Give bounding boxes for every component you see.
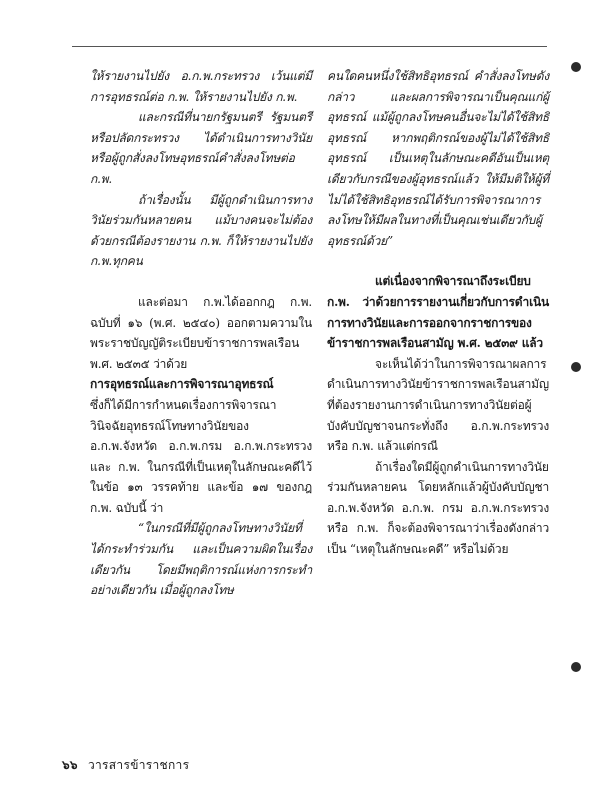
paragraph-gap (327, 251, 549, 271)
paragraph: ถ้าเรื่องนั้น มีผู้ถูกดำเนินการทางวินัยร่วมกันหลายคน แม้บางคนจะไม่ต้องด้วยกรณีต้องรายงาน ก.พ. ก็ให้รายงานไปยัง ก.พ.ทุกคน (90, 192, 312, 269)
paragraph-gap (90, 272, 312, 292)
binder-hole-mark (571, 362, 581, 372)
binder-hole-mark (571, 662, 581, 672)
paragraph: การอุทธรณ์และการพิจารณาอุทธรณ์ (90, 377, 274, 392)
page-footer (62, 756, 189, 775)
paragraph: จะเห็นได้ว่าในการพิจารณาผลการดำเนินการทางวินัยข้าราชการพลเรือนสามัญที่ต้องรายงานการดำเนินการทางวินัยต่อผู้บังคับบัญชาจนกระทั่งถึง อ.ก.พ.กระทรวงหรือ ก.พ. แล้วแต่กรณี (327, 356, 549, 454)
page-number: ๖๖ (62, 758, 78, 772)
paragraph: ถ้าเรื่องใดมีผู้ถูกดำเนินการทางวินัยร่วมกันหลายคน โดยหลักแล้วผู้บังคับบัญชา อ.ก.พ.จังหวัด อ.ก.พ. กรม อ.ก.พ.กระทรวง หรือ ก.พ. ก็จะต้องพิจารณาว่าเรื่องดังกล่าวเป็น “เหตุในลักษณะคดี” หรือไม่ด้วย (327, 459, 549, 557)
journal-name: วารสารข้าราชการ (87, 758, 190, 772)
paragraph: ซึ่งก็ได้มีการกำหนดเรื่องการพิจารณาวินิจฉัยอุทธรณ์โทษทางวินัยของ อ.ก.พ.จังหวัด อ.ก.พ.กรม อ.ก.พ.กระทรวง และ ก.พ. ในกรณีที่เป็นเหตุในลักษณะคดีไว้ในข้อ ๑๓ วรรคท้าย และข้อ ๑๗ ของกฎ ก.พ. ฉบับนี้ ว่า (90, 397, 312, 515)
paragraph: และกรณีที่นายกรัฐมนตรี รัฐมนตรี หรือปลัดกระทรวง ได้ดำเนินการทางวินัย หรือผู้ถูกสั่งลงโทษอุทธรณ์คำสั่งลงโทษต่อ ก.พ. (90, 110, 312, 186)
paragraph: แต่เนื่องจากพิจารณาถึงระเบียบ ก.พ. ว่าด้วยการรายงานเกี่ยวกับการดำเนินการทางวินัยและการออกจากราชการของข้าราชการพลเรือนสามัญ พ.ศ. ๒๕๓๙ แล้ว (327, 274, 549, 351)
header-rule (72, 46, 547, 47)
quote-paragraph: “ในกรณีที่มีผู้ถูกลงโทษทางวินัยที่ได้กระทำร่วมกัน และเป็นความผิดในเรื่องเดียวกัน โดยมีพฤติการณ์แห่งการกระทำอย่างเดียวกัน เมื่อผู้ถูกลงโทษ (90, 521, 312, 598)
left-column (90, 66, 312, 601)
binder-hole-mark (571, 62, 581, 72)
quote-paragraph: คนใดคนหนึ่งใช้สิทธิอุทธรณ์ คำสั่งลงโทษดังกล่าว และผลการพิจารณาเป็นคุณแก่ผู้อุทธรณ์ แม้ผู้ถูกลงโทษคนอื่นจะไม่ได้ใช้สิทธิอุทธรณ์ หากพฤติกรณ์ของผู้ไม่ได้ใช้สิทธิอุทธรณ์ เป็นเหตุในลักษณะคดีอันเป็นเหตุเดียวกับกรณีของผู้อุทธรณ์แล้ว ให้มีมติให้ผู้ที่ไม่ได้ใช้สิทธิอุทธรณ์ได้รับการพิจารณาการลงโทษให้มีผลในทางที่เป็นคุณเช่นเดียวกับผู้อุทธรณ์ด้วย” (327, 69, 549, 248)
paragraph: และต่อมา ก.พ.ได้ออกกฎ ก.พ. ฉบับที่ ๑๖ (พ.ศ. ๒๕๔๐) ออกตามความในพระราชบัญญัติระเบียบข้าราชการพลเรือน พ.ศ. ๒๕๓๕ ว่าด้วย (90, 294, 312, 371)
paragraph: ให้รายงานไปยัง อ.ก.พ.กระทรวง เว้นแต่มีการอุทธรณ์ต่อ ก.พ. ให้รายงานไปยัง ก.พ. (90, 69, 312, 104)
right-column (327, 66, 549, 560)
